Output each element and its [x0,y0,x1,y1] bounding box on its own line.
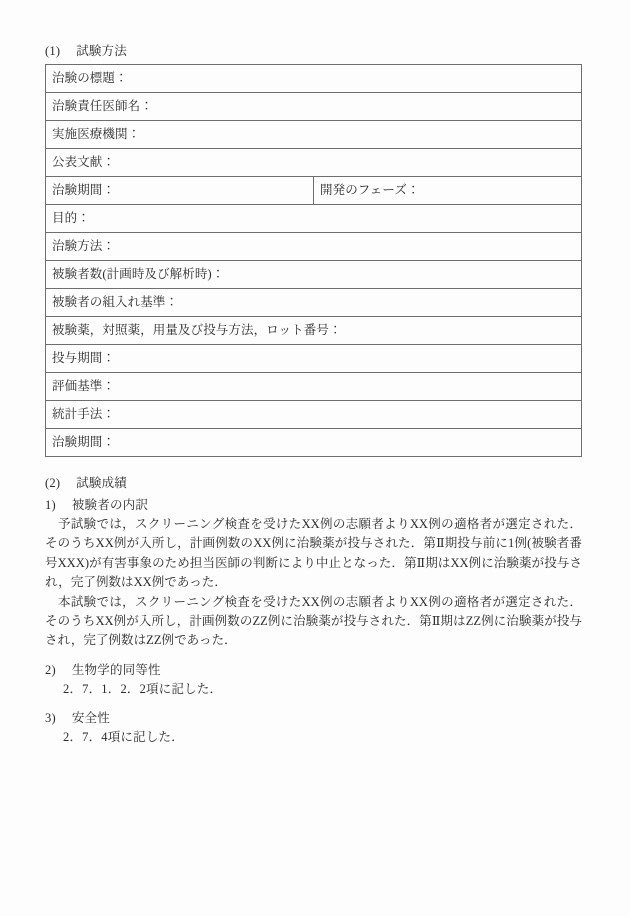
trial-method-table [45,64,582,457]
table-row [46,261,582,289]
paragraph-preliminary-study: 予試験では，スクリーニング検査を受けたXX例の志願者よりXX例の適格者が選定された．そのうちXX例が入所し，計画例数のXX例に治験薬が投与された．第Ⅱ期投与前に1例(被験者番号XXX)が有害事象のため担当医師の判断により中止となった．第Ⅱ期はXX例に治験薬が投与され，完了例数はXX例であった． [45,517,582,590]
table-cell-label: 目的： [46,205,582,233]
table-row [46,205,582,233]
table-row [46,65,582,93]
reference-line-safety: 2．7．4項に記した． [63,729,184,744]
document-content [45,42,582,747]
reference-line-bioequivalence: 2．7．1．2．2項に記した． [63,681,223,696]
table-cell-label: 治験方法： [46,233,582,261]
table-cell-label: 投与期間： [46,345,582,373]
table-row [46,289,582,317]
table-row [46,317,582,345]
table-cell-label: 被験者数(計画時及び解析時)： [46,261,582,289]
table-row [46,233,582,261]
table-row [46,429,582,457]
paragraph-main-study: 本試験では，スクリーニング検査を受けたXX例の志願者よりXX例の適格者が選定された．そのうちXX例が入所し，計画例数のZZ例に治験薬が投与された．第Ⅱ期はZZ例に治験薬が投与され，完了例数はZZ例であった． [45,594,582,648]
table-cell-label: 統計手法： [46,401,582,429]
section-heading-test-method: (1) 試験方法 [45,44,128,58]
subsection-heading-bioequivalence: 2) 生物学的同等性 [45,662,161,677]
table-cell-label: 被験薬，対照薬，用量及び投与方法，ロット番号： [46,317,582,345]
table-row [46,401,582,429]
table-row [46,93,582,121]
subsection-heading-subject-breakdown: 1) 被験者の内訳 [45,498,149,512]
spacer [45,651,582,661]
table-cell-label-secondary: 開発のフェーズ： [314,177,582,205]
table-row [46,345,582,373]
table-cell-label: 実施医療機関： [46,121,582,149]
trial-method-table-body [46,65,582,457]
table-row-split [46,177,582,205]
table-cell-label: 治験期間： [46,429,582,457]
table-cell-label: 評価基準： [46,373,582,401]
table-row [46,149,582,177]
subsection-heading-safety: 3) 安全性 [45,710,110,725]
section-heading-test-results: (2) 試験成績 [45,476,128,490]
table-cell-label: 治験責任医師名： [46,93,582,121]
table-cell-label: 被験者の組入れ基準： [46,289,582,317]
spacer [45,699,582,709]
table-cell-label: 治験の標題： [46,65,582,93]
spacer [45,457,582,474]
table-row [46,121,582,149]
table-cell-label: 治験期間： [46,177,314,205]
table-row [46,373,582,401]
table-cell-label: 公表文献： [46,149,582,177]
